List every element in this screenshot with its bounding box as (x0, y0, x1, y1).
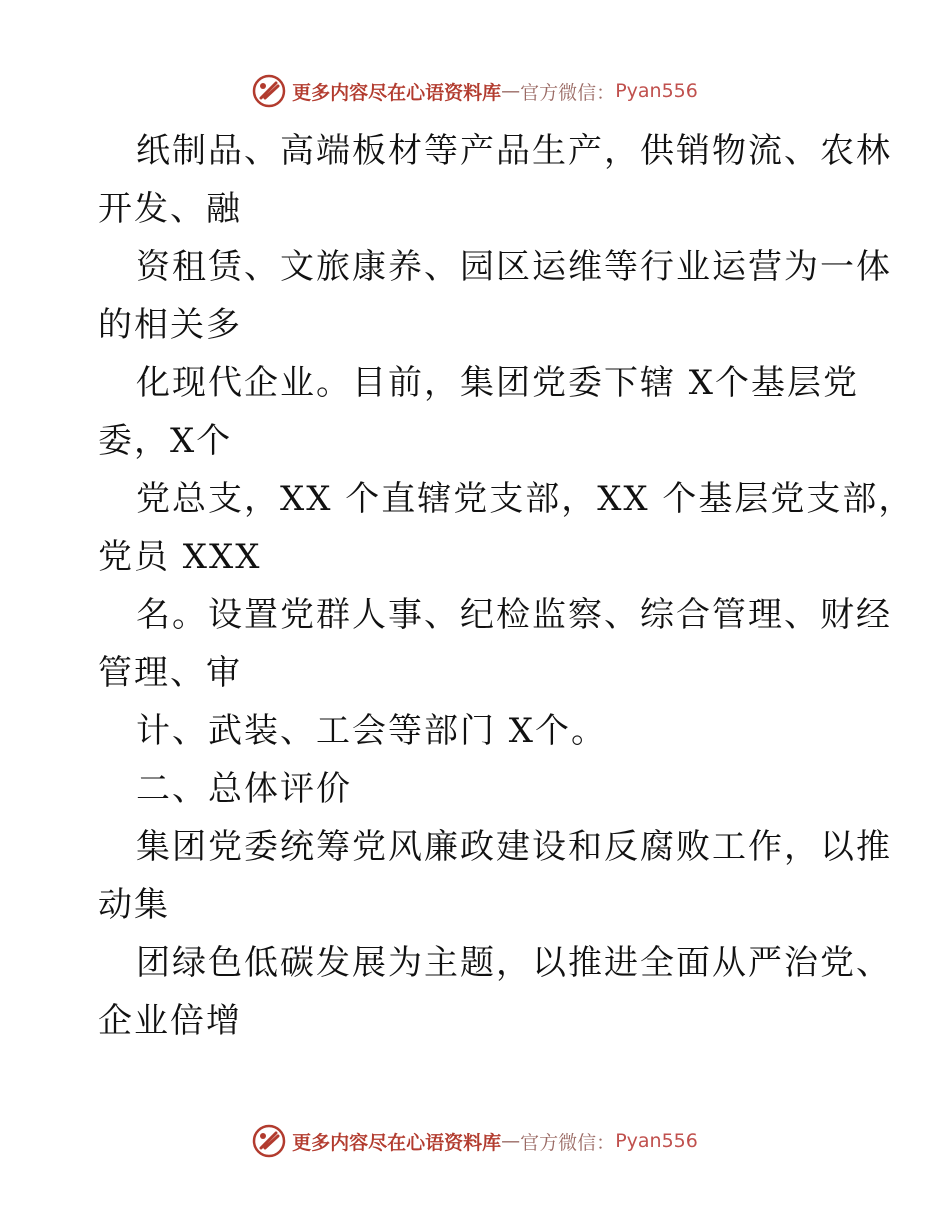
body-line: 企业倍增 (98, 1001, 242, 1041)
watermark-id: Pyan556 (615, 80, 698, 102)
body-line: 开发、融 (98, 189, 242, 229)
body-line: 纸制品、高端板材等产品生产，供销物流、农林 (136, 131, 892, 171)
seal-logo-icon (252, 1124, 286, 1158)
body-line: 党员 XXX (98, 537, 262, 577)
watermark-dash: — (501, 1130, 521, 1152)
document-body (98, 122, 915, 1050)
body-line: 资租赁、文旅康养、园区运维等行业运营为一体 (136, 247, 892, 287)
body-line: 计、武装、工会等部门 X个。 (136, 711, 608, 751)
header-watermark (0, 74, 950, 108)
seal-logo-icon (252, 74, 286, 108)
body-line: 集团党委统筹党风廉政建设和反腐败工作，以推 (136, 827, 892, 867)
watermark-label: 官方微信： (520, 81, 616, 104)
body-line: 团绿色低碳发展为主题，以推进全面从严治党、 (136, 943, 892, 983)
body-line: 化现代企业。目前，集团党委下辖 X个基层党 (136, 363, 860, 403)
body-line: 委，X个 (98, 421, 233, 461)
watermark-id: Pyan556 (615, 1130, 698, 1152)
watermark-text: 更多内容尽在心语资料库 (292, 81, 502, 104)
body-line: 动集 (98, 885, 170, 925)
body-line: 的相关多 (98, 305, 242, 345)
watermark-label: 官方微信： (520, 1131, 616, 1154)
watermark-dash: — (501, 80, 521, 102)
body-line: 名。设置党群人事、纪检监察、综合管理、财经 (136, 595, 892, 635)
section-heading: 二、总体评价 (136, 769, 352, 809)
body-line: 管理、审 (98, 653, 242, 693)
body-line: 党总支，XX 个直辖党支部，XX 个基层党支部， (136, 479, 915, 519)
footer-watermark (0, 1124, 950, 1158)
watermark-text: 更多内容尽在心语资料库 (292, 1131, 502, 1154)
